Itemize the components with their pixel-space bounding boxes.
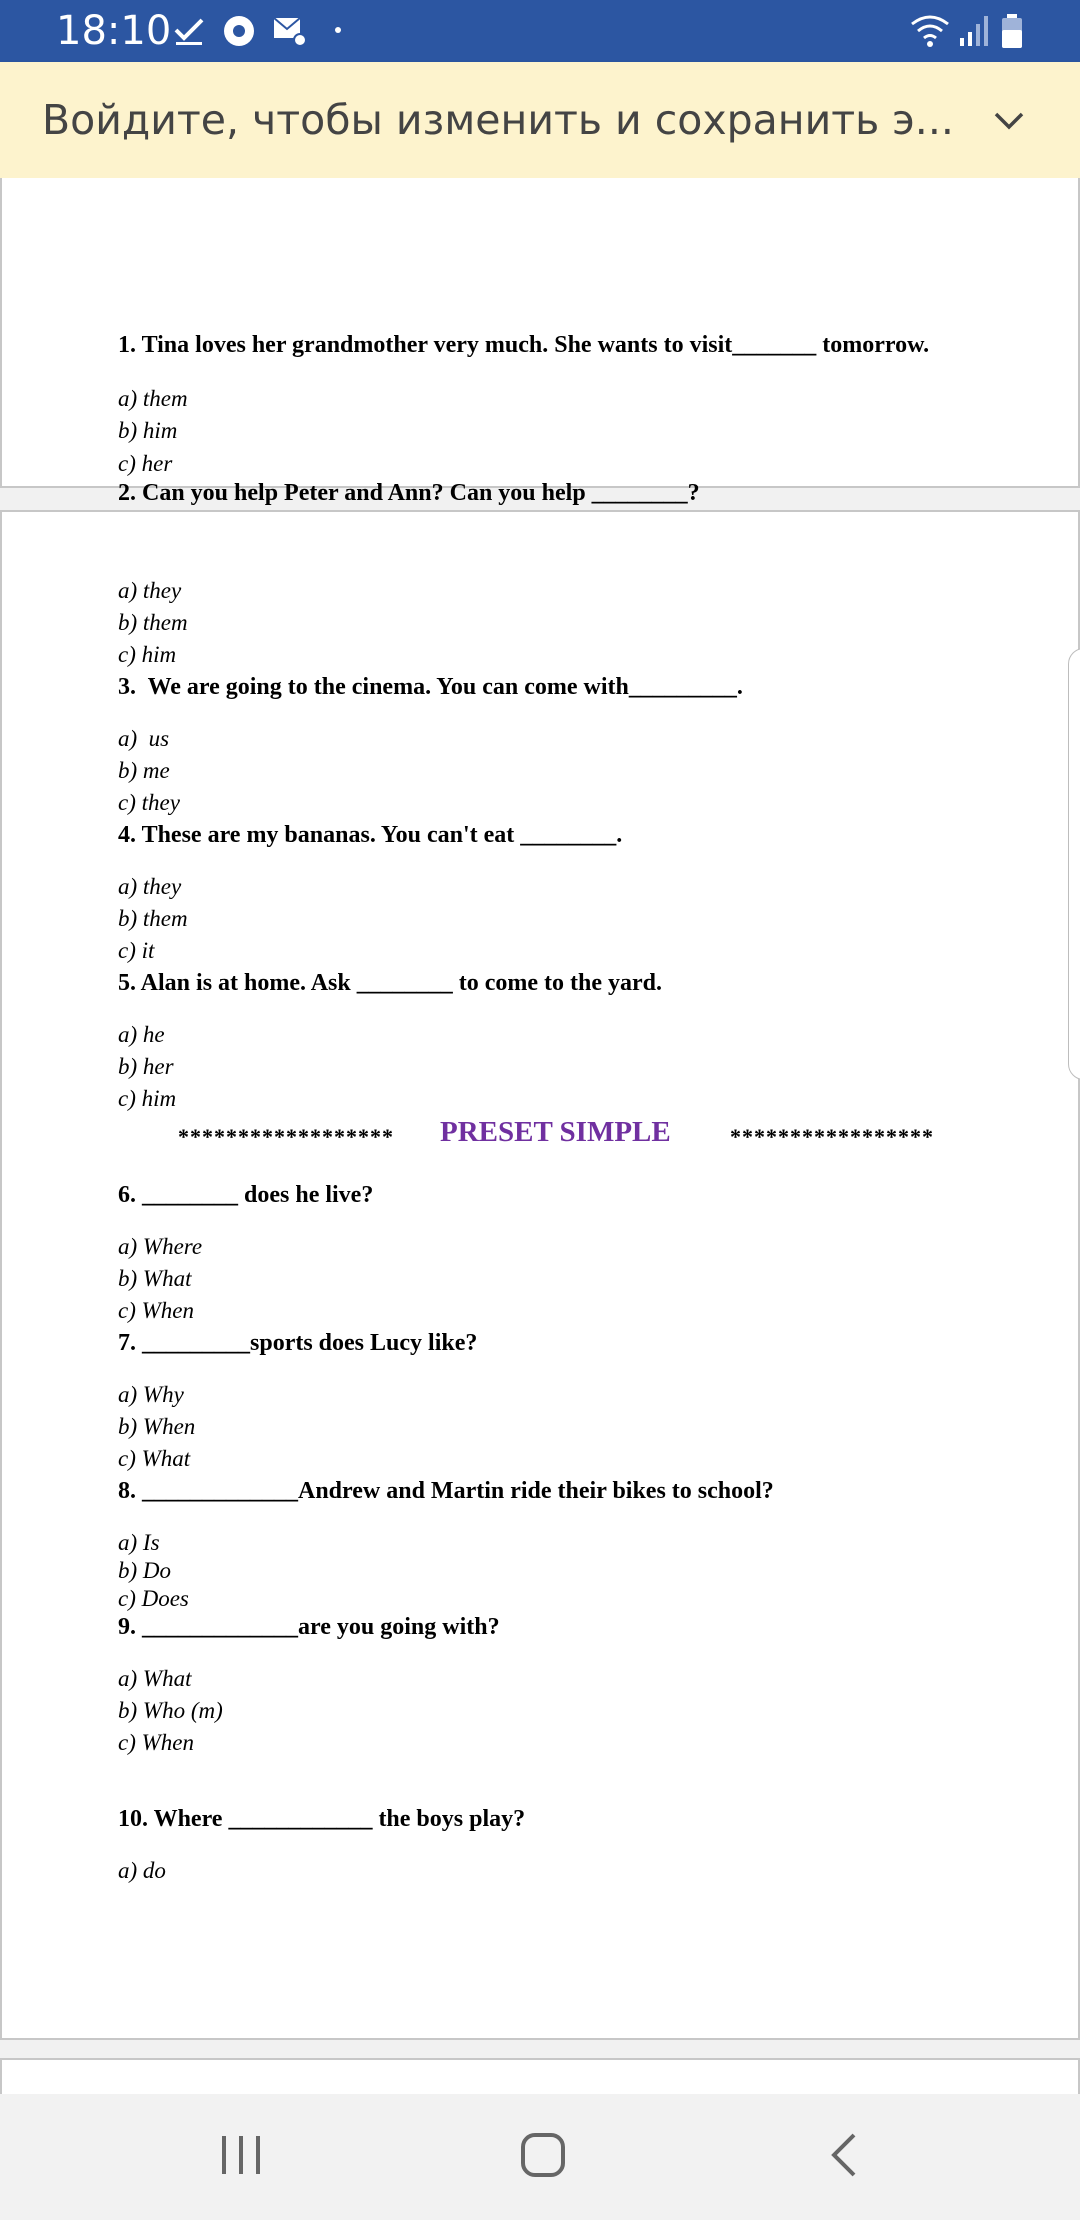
question-9: 9. _____________are you going with? — [118, 1614, 500, 1640]
option-10a: a) do — [118, 1858, 166, 1883]
wifi-icon — [910, 14, 950, 48]
signal-icon — [958, 14, 990, 48]
option-5a: a) he — [118, 1022, 165, 1047]
option-3a: a) us — [118, 726, 170, 751]
option-2a: a) they — [118, 578, 182, 603]
chevron-down-icon[interactable] — [992, 106, 1026, 136]
option-8a: a) Is — [118, 1530, 160, 1555]
option-2c: c) him — [118, 642, 177, 667]
option-9b: b) Who (m) — [118, 1698, 223, 1723]
option-6c: c) When — [118, 1298, 194, 1323]
option-1b: b) him — [118, 418, 178, 443]
option-7c: c) What — [118, 1446, 191, 1471]
question-7: 7. _________sports does Lucy like? — [118, 1330, 478, 1356]
chrome-icon — [222, 14, 256, 48]
option-9c: c) When — [118, 1730, 194, 1755]
option-5b: b) her — [118, 1054, 174, 1079]
option-4c: c) it — [118, 938, 155, 963]
option-6b: b) What — [118, 1266, 192, 1291]
stars-left: ****************** — [178, 1124, 394, 1149]
document-page-3 — [0, 2058, 1080, 2094]
option-2b: b) them — [118, 610, 188, 635]
option-8b: b) Do — [118, 1558, 172, 1583]
option-7b: b) When — [118, 1414, 196, 1439]
document-page-1 — [0, 178, 1080, 506]
back-icon[interactable] — [826, 2130, 862, 2180]
question-5: 5. Alan is at home. Ask ________ to come to the yard. — [118, 970, 662, 996]
question-1: 1. Tina loves her grandmother very much. She wants to visit_______ tomorrow. — [118, 332, 930, 358]
option-3c: c) they — [118, 790, 180, 815]
mail-settings-icon — [272, 14, 308, 48]
question-10: 10. Where ____________ the boys play? — [118, 1806, 526, 1832]
recent-apps-icon[interactable] — [218, 2130, 264, 2180]
option-8c: c) Does — [118, 1586, 189, 1611]
question-3: 3. We are going to the cinema. You can come with_________. — [118, 674, 743, 700]
dot-icon — [334, 26, 342, 34]
banner-message: Войдите, чтобы изменить и сохранить э... — [42, 96, 954, 144]
document-page-2 — [0, 510, 1080, 2040]
question-8: 8. _____________Andrew and Martin ride their bikes to school? — [118, 1478, 774, 1504]
checkmark-notification-icon — [172, 14, 206, 48]
battery-icon — [1000, 14, 1024, 50]
option-4b: b) them — [118, 906, 188, 931]
option-7a: a) Why — [118, 1382, 184, 1407]
status-bar — [0, 0, 1080, 62]
question-2: 2. Can you help Peter and Ann? Can you help ________? — [118, 480, 700, 506]
question-4: 4. These are my bananas. You can't eat ________. — [118, 822, 623, 848]
home-icon[interactable] — [518, 2130, 568, 2180]
option-9a: a) What — [118, 1666, 192, 1691]
question-6: 6. ________ does he live? — [118, 1182, 374, 1208]
option-5c: c) him — [118, 1086, 177, 1111]
option-6a: a) Where — [118, 1234, 203, 1259]
navigation-bar — [0, 2094, 1080, 2220]
option-4a: a) they — [118, 874, 182, 899]
status-time: 18:10 — [56, 8, 172, 54]
stars-right: ***************** — [730, 1124, 934, 1149]
section-heading: PRESET SIMPLE — [440, 1116, 671, 1148]
document-view[interactable] — [0, 178, 1080, 2094]
option-1c: c) her — [118, 451, 173, 476]
option-3b: b) me — [118, 758, 170, 783]
option-1a: a) them — [118, 386, 188, 411]
scroll-handle[interactable] — [1068, 648, 1080, 1080]
sign-in-banner[interactable] — [0, 62, 1080, 178]
